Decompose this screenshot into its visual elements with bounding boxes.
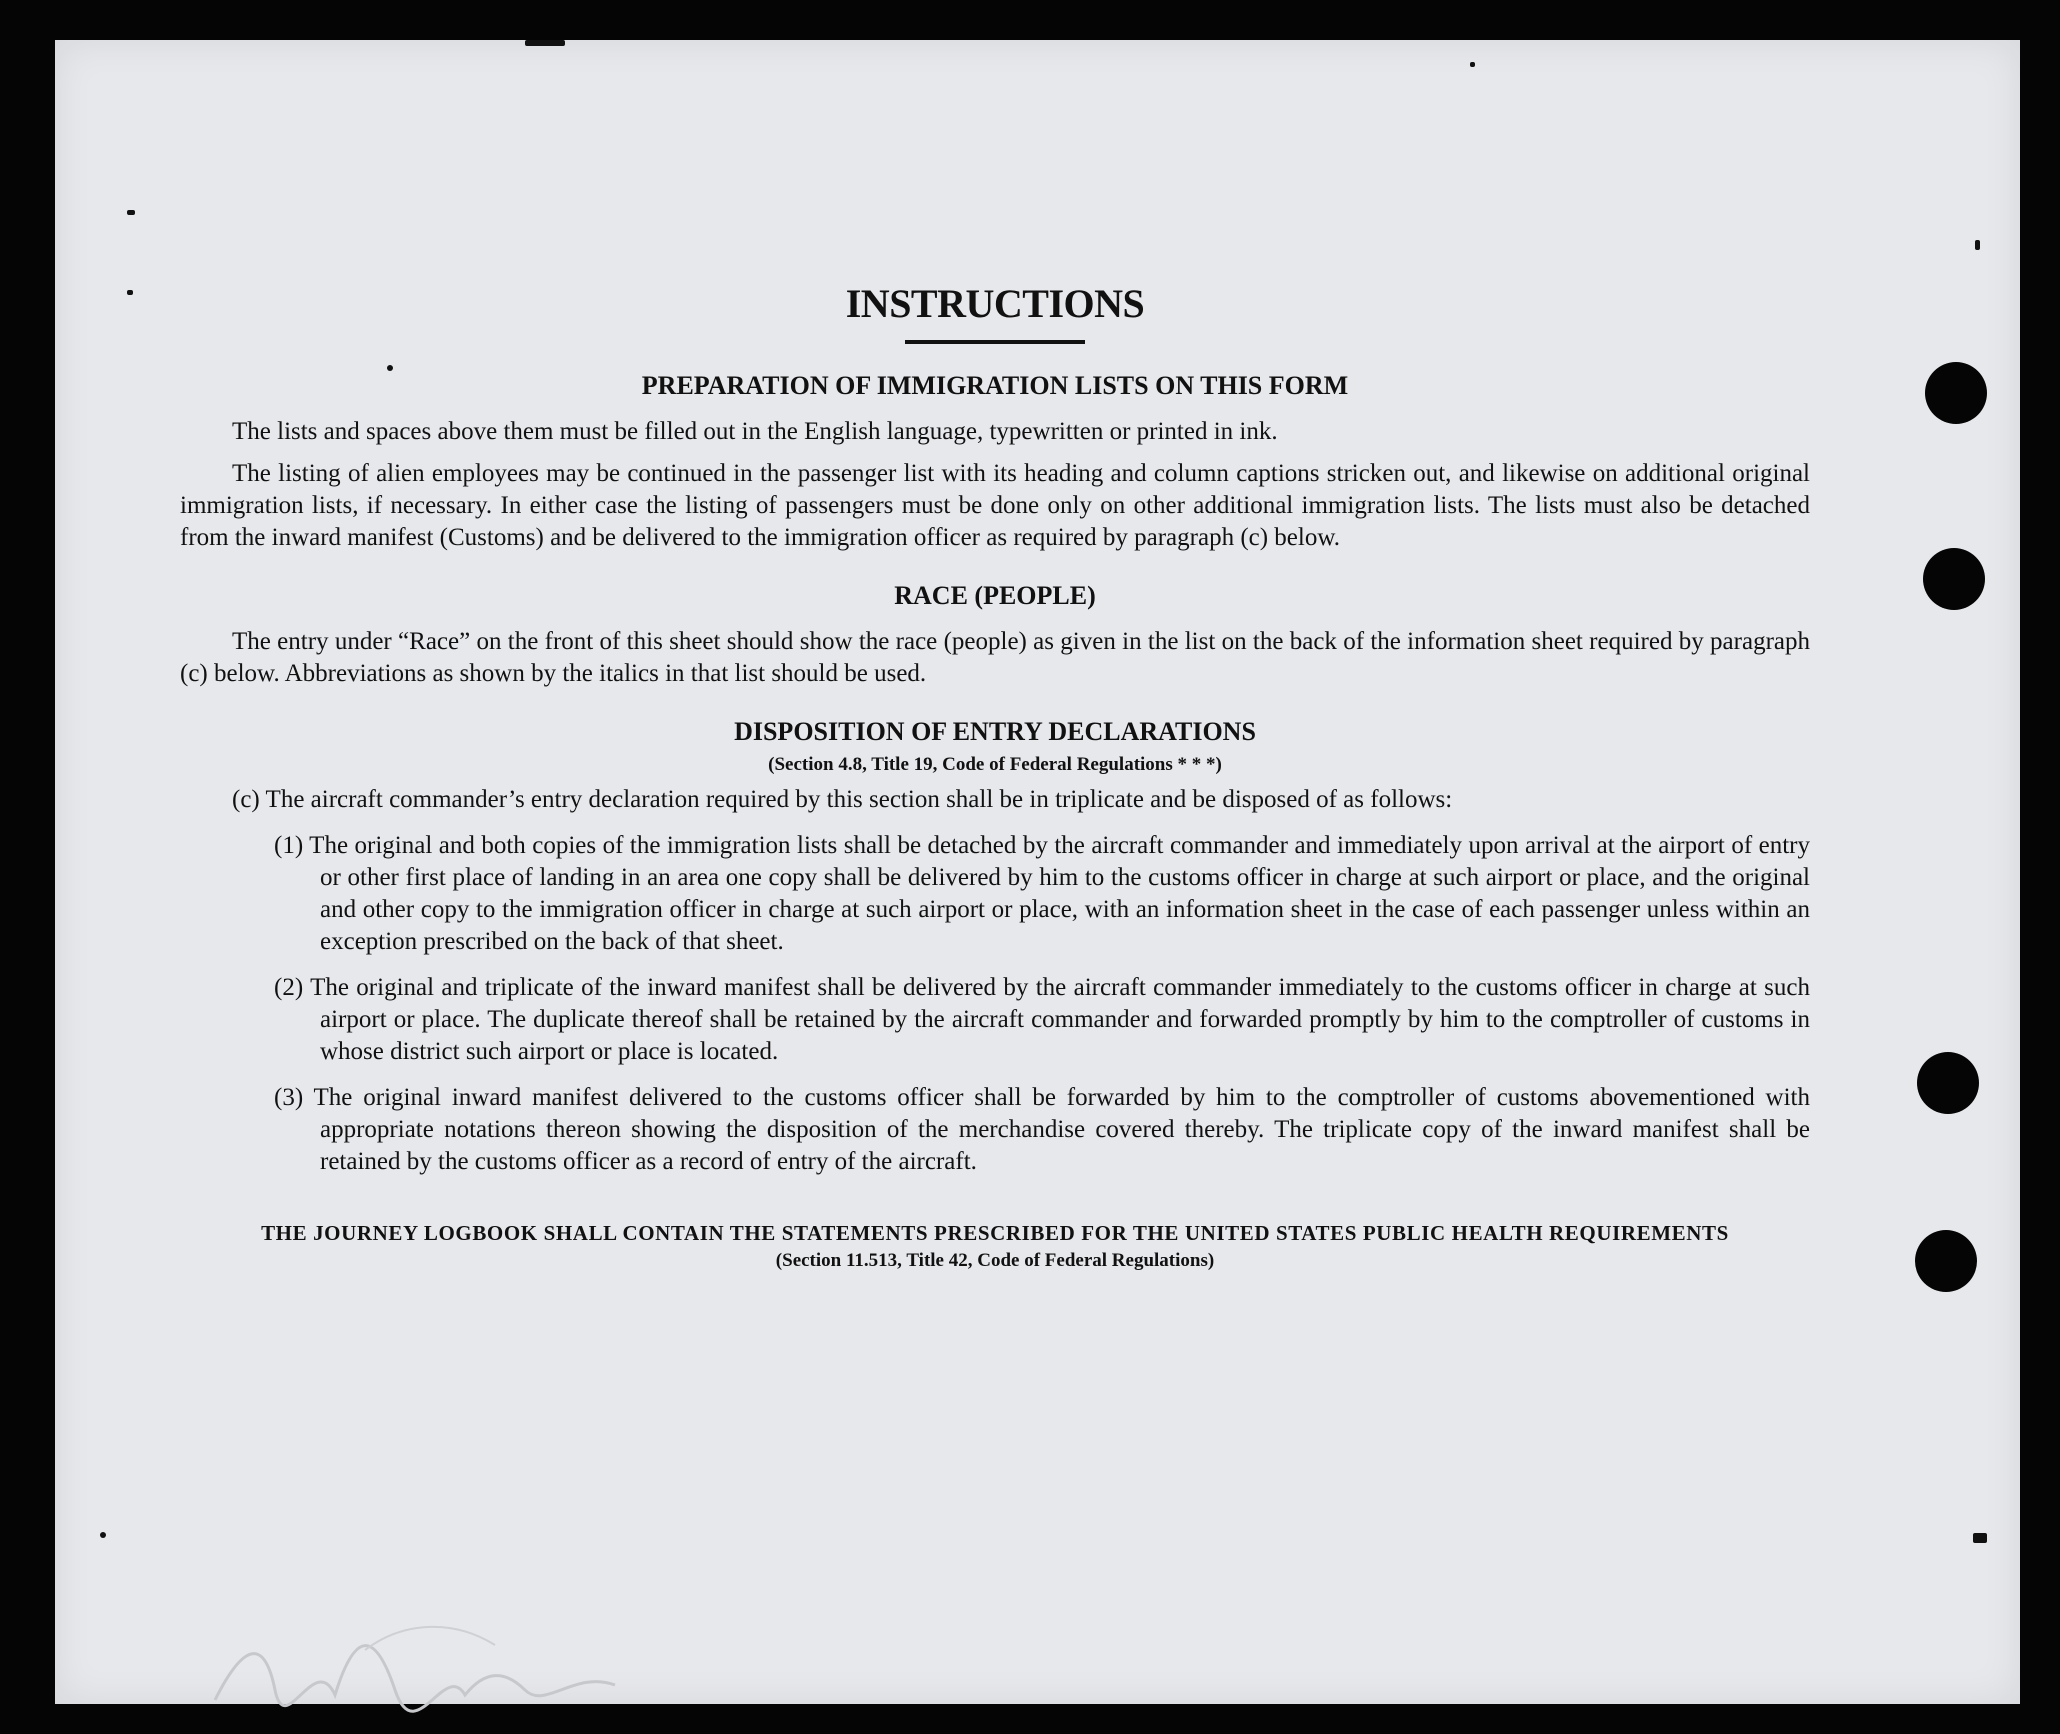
scan-speck (100, 1532, 106, 1538)
page-title: INSTRUCTIONS (845, 281, 1145, 326)
document-sheet (55, 40, 2020, 1704)
punch-hole-1 (1925, 362, 1987, 424)
section-heading-disposition: DISPOSITION OF ENTRY DECLARATIONS (734, 717, 1256, 746)
disposition-item-2: (2) The original and triplicate of the inward manifest shall be delivered by the aircraft commander immediately to the customs officer in charge at such airport or place. The duplicate thereof shall be retained by the aircraft commander and forwarded promptly by him to the comptroller of customs in whose district such airport or place is located. (274, 974, 1810, 1065)
disposition-item-3: (3) The original inward manifest delivered to the customs officer shall be forwarded by him to the comptroller of customs abovementioned with appropriate notations thereon showing the disposition of the merchandise covered thereby. The triplicate copy of the inward manifest shall be retained by the customs officer as a record of entry of the aircraft. (274, 1084, 1810, 1175)
faint-signature (205, 1610, 625, 1720)
footer-statement: THE JOURNEY LOGBOOK SHALL CONTAIN THE STATEMENTS PRESCRIBED FOR THE UNITED STATES PUBLIC HEALTH REQUIREMENTS (261, 1221, 1729, 1245)
preparation-paragraph-1: The lists and spaces above them must be filled out in the English language, typewritten or printed in ink. (232, 418, 1278, 445)
scan-speck (127, 290, 133, 295)
disposition-intro: (c) The aircraft commander’s entry declaration required by this section shall be in triplicate and be disposed of as follows: (232, 786, 1453, 813)
disposition-item-1: (1) The original and both copies of the immigration lists shall be detached by the aircraft commander and immediately upon arrival at the airport of entry or other first place of landing in an area one copy shall be delivered by him to the customs officer in charge at such airport or place, and the original and other copy to the immigration officer in charge at such airport or place, with an information sheet in the case of each passenger unless within an exception prescribed on the back of that sheet. (274, 832, 1810, 955)
punch-hole-3 (1917, 1052, 1979, 1114)
punch-hole-4 (1915, 1230, 1977, 1292)
section-heading-race: RACE (PEOPLE) (894, 581, 1096, 610)
race-paragraph: The entry under “Race” on the front of this sheet should show the race (people) as given in the list on the back of the information sheet required by paragraph (c) below. Abbreviations as shown by the italics in that list should be used. (180, 628, 1810, 687)
section-heading-preparation: PREPARATION OF IMMIGRATION LISTS ON THIS FORM (641, 371, 1349, 400)
title-underline (905, 340, 1085, 344)
scan-speck (525, 40, 565, 46)
scan-speck (1975, 240, 1980, 250)
instructions-content (180, 280, 1810, 1274)
disposition-citation: (Section 4.8, Title 19, Code of Federal Regulations * * *) (768, 754, 1222, 775)
scan-speck (1973, 1533, 1987, 1543)
footer-citation: (Section 11.513, Title 42, Code of Federal Regulations) (775, 1250, 1215, 1271)
preparation-paragraph-2: The listing of alien employees may be continued in the passenger list with its heading and column captions stricken out, and likewise on additional original immigration lists, if necessary. In either case the listing of passengers must be done only on other additional immigration lists. The lists must also be detached from the inward manifest (Customs) and be delivered to the immigration officer as required by paragraph (c) below. (180, 460, 1810, 551)
scan-speck (1470, 62, 1475, 67)
punch-hole-2 (1923, 548, 1985, 610)
scan-speck (127, 210, 135, 215)
